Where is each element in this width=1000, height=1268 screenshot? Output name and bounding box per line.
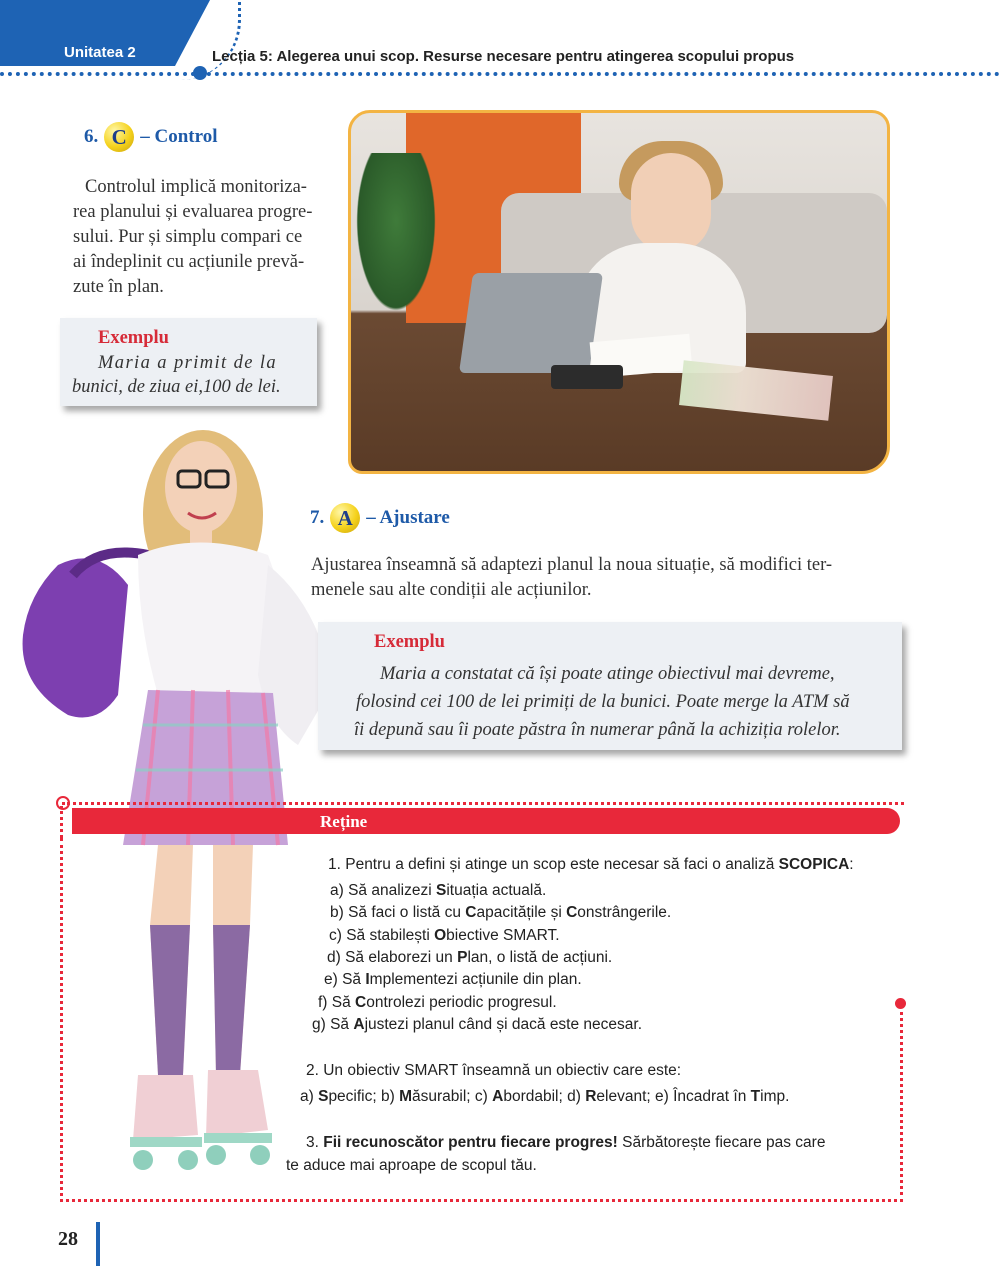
- point-number: 3.: [306, 1134, 324, 1151]
- smart-bold: T: [750, 1088, 761, 1105]
- letter-a-badge: A: [330, 503, 360, 533]
- page-number-bar: [96, 1222, 100, 1266]
- header-bullet: [193, 66, 207, 80]
- section-7-body: [311, 553, 911, 603]
- item-text: g) Să: [312, 1016, 354, 1033]
- retine-item: [330, 882, 546, 900]
- section-6-line: zute în plan.: [73, 277, 164, 297]
- header-decoration: [178, 0, 241, 80]
- section-6-body: [73, 175, 321, 300]
- example-line: Maria a primit de la: [98, 353, 278, 373]
- example-line: bunici, de ziua ei,100 de lei.: [72, 377, 281, 397]
- item-text: apacitățile și: [476, 904, 567, 921]
- smart-bold: S: [318, 1088, 329, 1105]
- example-box-6: [60, 318, 317, 406]
- item-text: c) Să stabilești: [329, 927, 435, 944]
- smart-text: d): [567, 1088, 586, 1105]
- section-6-line: sului. Pur și simplu compari ce: [73, 227, 303, 247]
- section-7-number: 7.: [310, 507, 325, 528]
- item-bold: S: [435, 882, 447, 899]
- retine-item: [330, 904, 671, 922]
- section-6-line: ai îndeplinit cu acțiunile prevă-: [73, 252, 305, 272]
- retine-dot: [895, 998, 906, 1009]
- item-text: ituația actuală.: [446, 882, 547, 899]
- lesson-title: Lecția 5: Alegerea unui scop. Resurse necesare pentru atingerea scopului propus: [212, 48, 795, 65]
- smart-text: a): [300, 1088, 319, 1105]
- item-bold: I: [365, 971, 370, 988]
- retine-outline: [60, 806, 63, 838]
- item-text: biective SMART.: [446, 927, 560, 944]
- section-6-line: Controlul implică monitoriza-: [85, 177, 307, 197]
- smart-text: bordabil;: [503, 1088, 568, 1105]
- item-text: lan, o listă de acțiuni.: [467, 949, 613, 966]
- retine-item: [327, 949, 612, 967]
- retine-border: [900, 1005, 903, 1202]
- retine-point-3: [306, 1134, 825, 1152]
- retine-point-3-line2: te aduce mai aproape de scopul tău.: [286, 1157, 537, 1174]
- example-line: Maria a constatat că își poate atinge obiectivul mai devreme,: [380, 664, 835, 684]
- retine-header-bar: [72, 808, 900, 834]
- section-6-heading: [84, 122, 217, 152]
- retine-text: :: [849, 856, 854, 873]
- smart-text: elevant;: [596, 1088, 656, 1105]
- item-bold: C: [355, 994, 367, 1011]
- point-text: Sărbătorește fiecare pas care: [617, 1134, 826, 1151]
- item-bold: C: [566, 904, 578, 921]
- item-text: ontrolezi periodic progresul.: [366, 994, 557, 1011]
- item-text: d) Să elaborezi un: [327, 949, 458, 966]
- section-7-heading: [310, 503, 450, 533]
- retine-point-2: 2. Un obiectiv SMART înseamnă un obiectiv care este:: [306, 1062, 682, 1079]
- retine-label: Reține: [320, 812, 368, 831]
- item-bold: A: [353, 1016, 365, 1033]
- smart-text: pecific;: [328, 1088, 381, 1105]
- item-text: mplementezi acțiunile din plan.: [369, 971, 582, 988]
- item-bold: P: [457, 949, 468, 966]
- retine-item: [312, 1016, 642, 1034]
- item-text: justezi planul când și dacă este necesar.: [364, 1016, 643, 1033]
- example-line: îi depună sau îi poate păstra în numerar până la achiziția rolelor.: [354, 720, 841, 740]
- smart-text: ăsurabil;: [412, 1088, 475, 1105]
- girl-laptop-photo: [348, 110, 890, 474]
- letter-c-badge: C: [104, 122, 134, 152]
- retine-point-1: [328, 856, 854, 874]
- item-text: onstrângerile.: [577, 904, 672, 921]
- smart-bold: A: [492, 1088, 504, 1105]
- item-text: e) Să: [324, 971, 366, 988]
- retine-outline: [62, 802, 904, 805]
- smart-text: e) Încadrat în: [655, 1088, 751, 1105]
- example-title: Exemplu: [374, 632, 445, 652]
- smart-text: b): [381, 1088, 400, 1105]
- unit-label: Unitatea 2: [64, 44, 136, 61]
- page-number: 28: [58, 1228, 78, 1250]
- smart-bold: M: [399, 1088, 413, 1105]
- smart-text: c): [474, 1088, 493, 1105]
- point-bold: Fii recunoscător pentru fiecare progres!: [323, 1134, 618, 1151]
- header-divider: [0, 72, 1000, 76]
- item-bold: O: [434, 927, 447, 944]
- smart-text: imp.: [760, 1088, 790, 1105]
- section-7-title: – Ajustare: [366, 507, 450, 528]
- retine-text: 1. Pentru a defini și atinge un scop este necesar să faci o analiză: [328, 856, 779, 873]
- example-line: folosind cei 100 de lei primiți de la bunici. Poate merge la ATM să: [356, 692, 850, 712]
- retine-item: [329, 927, 560, 945]
- item-bold: C: [465, 904, 477, 921]
- retine-item: [318, 994, 557, 1012]
- item-text: f) Să: [318, 994, 356, 1011]
- section-6-line: rea planului și evaluarea progre-: [73, 202, 313, 222]
- item-text: b) Să faci o listă cu: [330, 904, 466, 921]
- retine-item: [324, 971, 582, 989]
- section-6-title: – Control: [140, 126, 218, 147]
- section-7-line: menele sau alte condiții ale acțiunilor.: [311, 580, 592, 600]
- example-title: Exemplu: [98, 328, 169, 348]
- retine-bold: SCOPICA: [778, 856, 850, 873]
- example-box-7: [318, 622, 902, 750]
- smart-list: [300, 1088, 789, 1106]
- item-text: a) Să analizezi: [330, 882, 436, 899]
- section-7-line: Ajustarea înseamnă să adaptezi planul la noua situație, să modifici ter-: [311, 555, 833, 575]
- smart-bold: R: [585, 1088, 597, 1105]
- section-6-number: 6.: [84, 126, 99, 147]
